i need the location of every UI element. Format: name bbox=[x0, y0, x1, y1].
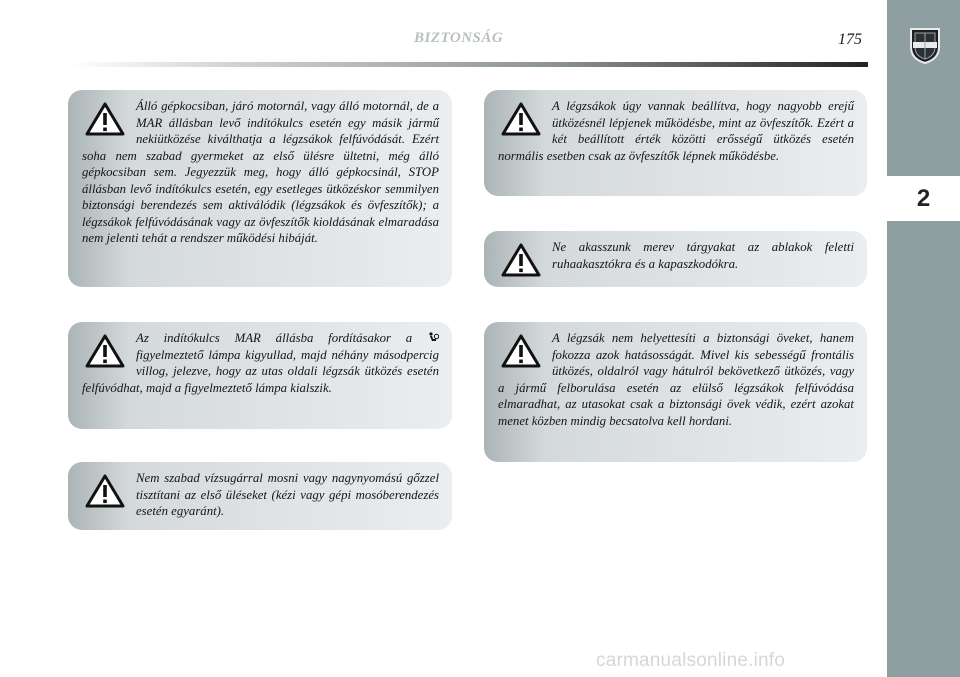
warning-box-6 bbox=[484, 322, 867, 462]
warning-box-1 bbox=[68, 90, 452, 287]
warning-text-part: figyelmeztető lámpa kigyullad, majd néhány másodpercig villog, jelezve, hogy az utas oldali légzsák ütközés esetén felfúvódhat, majd a figyelmeztető lámpa kialszik. bbox=[82, 347, 439, 395]
warning-text: Álló gépkocsiban, járó motornál, vagy álló motornál, de a MAR állásban levő indítókulcs esetén egy másik jármű nekiütközése kiválthatja a légzsákok felfúvódását. Ezért soha nem szabad gyermeket az első ülésre ültetni, még álló gépkocsiban sem. Jegyezzük meg, hogy álló gépkocsinál, STOP állásban levő indítókulcs esetén, egy esetleges ütközéskor semmilyen biztonsági berendezés sem aktiválódik (légzsákok és övfeszítők); a légzsákok felfúvódásának vagy az övfeszítők kioldásának elmaradása nem jelenti tehát a rendszer működési hibáját. bbox=[82, 99, 439, 245]
chapter-tab[interactable]: 2 bbox=[887, 176, 960, 221]
warning-triangle-icon bbox=[500, 101, 542, 137]
warning-triangle-icon bbox=[500, 333, 542, 369]
warning-box-5 bbox=[484, 231, 867, 287]
section-title: BIZTONSÁG bbox=[414, 30, 504, 46]
header-rule bbox=[70, 62, 868, 67]
warning-triangle-icon bbox=[84, 333, 126, 369]
warning-box-3 bbox=[68, 462, 452, 530]
chapter-sidebar bbox=[887, 0, 960, 677]
warning-text bbox=[82, 330, 439, 396]
watermark: carmanualsonline.info bbox=[596, 650, 786, 671]
warning-triangle-icon bbox=[84, 473, 126, 509]
airbag-warning-icon bbox=[427, 332, 439, 343]
lancia-logo-icon bbox=[907, 25, 943, 65]
warning-triangle-icon bbox=[500, 242, 542, 278]
warning-text: A légzsákok úgy vannak beállítva, hogy nagyobb erejű ütközésnél lépjenek működésbe, mint az övfeszítők. Ezért a két beállított érték közötti erősségű ütközés esetén normális esetben csak az övfeszítők lépnek működésbe. bbox=[498, 99, 854, 163]
warning-box-2 bbox=[68, 322, 452, 429]
warning-box-4 bbox=[484, 90, 867, 196]
warning-text-part: Az indítókulcs MAR állásba fordításakor a bbox=[136, 331, 427, 345]
warning-triangle-icon bbox=[84, 101, 126, 137]
warning-text: Nem szabad vízsugárral mosni vagy nagynyomású gőzzel tisztítani az első üléseket (kézi vagy gépi mosóberendezés esetén egyaránt). bbox=[136, 471, 439, 518]
page-number: 175 bbox=[838, 31, 862, 48]
warning-text: A légzsák nem helyettesíti a biztonsági öveket, hanem fokozza azok hatásosságát. Mivel kis sebességű frontális ütközés, oldalról vagy hátulról bekövetkező ütközés, vagy a jármű felborulása esetén az elülső légzsákok felfúvódása elmaradhat, az utasokat csak a biztonsági övek védik, ezért azokat menet közben mindig becsatolva kell hordani. bbox=[498, 331, 854, 428]
warning-text: Ne akasszunk merev tárgyakat az ablakok feletti ruhaakasztókra és a kapaszkodókra. bbox=[552, 240, 854, 271]
